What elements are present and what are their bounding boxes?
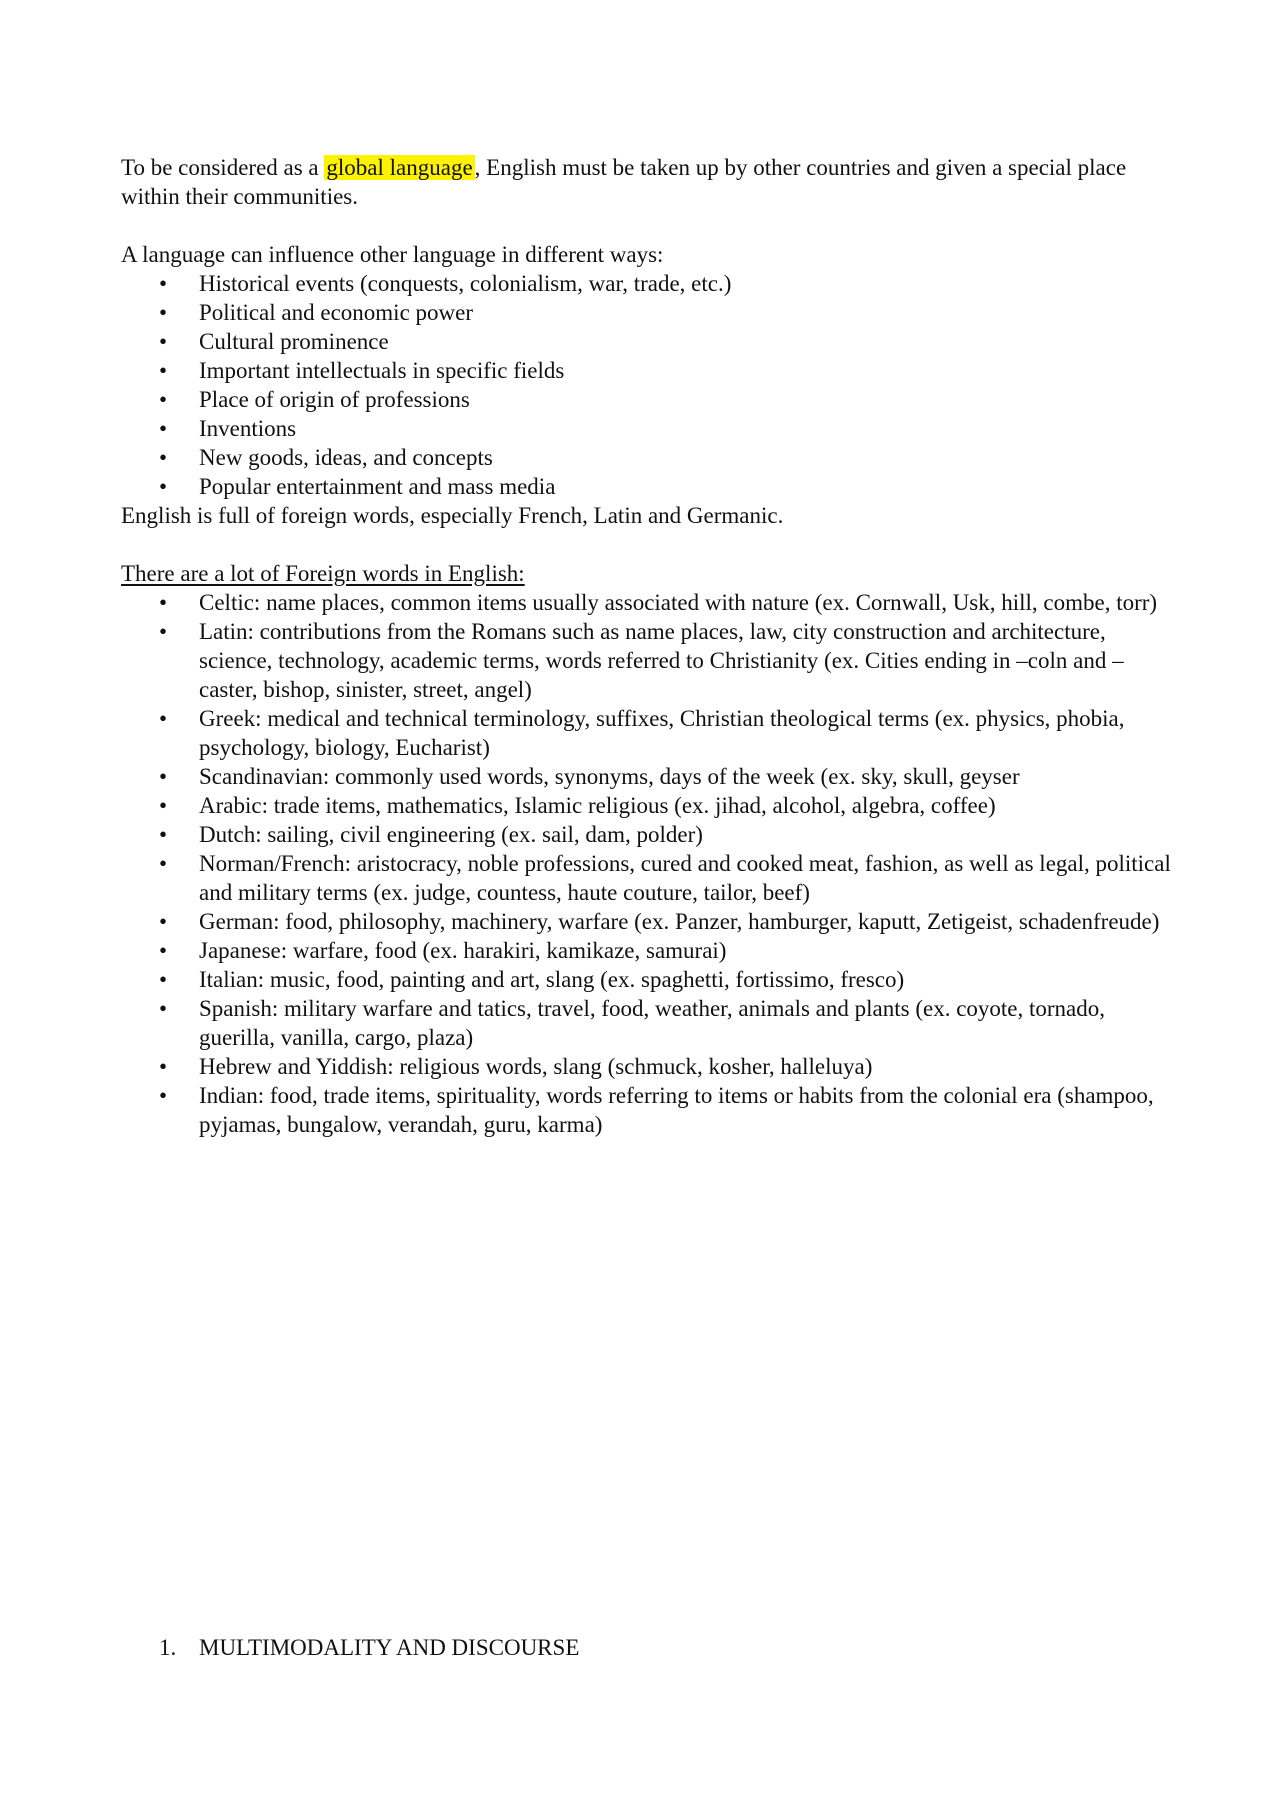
- list-item: [121, 356, 1171, 385]
- bullet-glyph: •: [159, 822, 168, 847]
- list-item-text: Spanish: military warfare and tatics, travel, food, weather, animals and plants (ex. coyote, tornado, guerilla, vanilla, cargo, plaza): [199, 996, 1106, 1050]
- list-item: [121, 849, 1171, 907]
- bullet-glyph: •: [159, 619, 168, 644]
- bullet-glyph: •: [159, 967, 168, 992]
- bullet-glyph: •: [159, 851, 168, 876]
- bullet-glyph: •: [159, 387, 168, 412]
- list-item-text: Greek: medical and technical terminology, suffixes, Christian theological terms (ex. physics, phobia, psychology, biology, Eucharist): [199, 706, 1125, 760]
- list-item: [121, 704, 1171, 762]
- bullet-glyph: •: [159, 706, 168, 731]
- bullet-glyph: •: [159, 358, 168, 383]
- list-item: [121, 269, 1171, 298]
- list-item: [121, 588, 1171, 617]
- list-item: [121, 385, 1171, 414]
- list-item-text: Popular entertainment and mass media: [199, 474, 556, 499]
- list-item: [121, 617, 1171, 704]
- bullet-glyph: •: [159, 445, 168, 470]
- foreign-words-list: [121, 588, 1171, 1139]
- influence-lead: A language can influence other language in different ways:: [121, 242, 664, 267]
- list-item-text: Place of origin of professions: [199, 387, 470, 412]
- bullet-glyph: •: [159, 271, 168, 296]
- foreign-heading: There are a lot of Foreign words in English:: [121, 561, 525, 586]
- list-item-text: Inventions: [199, 416, 297, 441]
- list-item: [121, 327, 1171, 356]
- list-item-text: Cultural prominence: [199, 329, 389, 354]
- bullet-glyph: •: [159, 996, 168, 1021]
- list-item: [121, 472, 1171, 501]
- list-item-text: Norman/French: aristocracy, noble professions, cured and cooked meat, fashion, as well as legal, political and military terms (ex. judge, countess, haute couture, tailor, beef): [199, 851, 1171, 905]
- list-item: [121, 414, 1171, 443]
- bullet-glyph: •: [159, 416, 168, 441]
- list-item-text: Historical events (conquests, colonialism, war, trade, etc.): [199, 271, 732, 296]
- bullet-glyph: •: [159, 1083, 168, 1108]
- list-item: [121, 820, 1171, 849]
- list-item: [121, 791, 1171, 820]
- list-item-text: Important intellectuals in specific fields: [199, 358, 565, 383]
- list-item: [121, 994, 1171, 1052]
- bullet-glyph: •: [159, 474, 168, 499]
- section-number: 1.: [159, 1635, 177, 1660]
- list-item: [121, 443, 1171, 472]
- list-item-text: Arabic: trade items, mathematics, Islamic religious (ex. jihad, alcohol, algebra, coffee): [199, 793, 996, 818]
- bullet-glyph: •: [159, 764, 168, 789]
- influence-list: [121, 269, 1171, 501]
- list-item: [121, 907, 1171, 936]
- intro-before: To be considered as a: [121, 155, 325, 180]
- intro-after: , English must be taken up by other countries and given a special place within their communities.: [121, 155, 1127, 209]
- list-item-text: Italian: music, food, painting and art, slang (ex. spaghetti, fortissimo, fresco): [199, 967, 905, 992]
- list-item: [121, 965, 1171, 994]
- list-item: [121, 1081, 1171, 1139]
- bullet-glyph: •: [159, 300, 168, 325]
- list-item: [121, 1052, 1171, 1081]
- list-item-text: Indian: food, trade items, spirituality, words referring to items or habits from the colonial era (shampoo, pyjamas, bungalow, verandah, guru, karma): [199, 1083, 1154, 1137]
- bullet-glyph: •: [159, 590, 168, 615]
- section-heading: [121, 1633, 1171, 1662]
- highlighted-term: global language: [326, 155, 473, 180]
- bullet-glyph: •: [159, 909, 168, 934]
- list-item-text: Latin: contributions from the Romans such as name places, law, city construction and architecture, science, technology, academic terms, words referred to Christianity (ex. Cities ending in –coln and –caster, bishop, sinister, street, angel): [199, 619, 1124, 702]
- foreign-summary: English is full of foreign words, especially French, Latin and Germanic.: [121, 503, 784, 528]
- bullet-glyph: •: [159, 793, 168, 818]
- list-item-text: Japanese: warfare, food (ex. harakiri, kamikaze, samurai): [199, 938, 727, 963]
- list-item: [121, 298, 1171, 327]
- section-title: MULTIMODALITY AND DISCOURSE: [199, 1635, 580, 1660]
- bullet-glyph: •: [159, 1054, 168, 1079]
- list-item-text: New goods, ideas, and concepts: [199, 445, 493, 470]
- document-body: [121, 153, 1171, 1139]
- list-item-text: German: food, philosophy, machinery, warfare (ex. Panzer, hamburger, kaputt, Zetigeist, schadenfreude): [199, 909, 1160, 934]
- list-item: [121, 762, 1171, 791]
- list-item-text: Dutch: sailing, civil engineering (ex. sail, dam, polder): [199, 822, 703, 847]
- list-item-text: Political and economic power: [199, 300, 474, 325]
- list-item: [121, 936, 1171, 965]
- bullet-glyph: •: [159, 329, 168, 354]
- intro-paragraph: [121, 153, 1171, 211]
- list-item-text: Scandinavian: commonly used words, synonyms, days of the week (ex. sky, skull, geyser: [199, 764, 1020, 789]
- bullet-glyph: •: [159, 938, 168, 963]
- list-item-text: Celtic: name places, common items usually associated with nature (ex. Cornwall, Usk, hill, combe, torr): [199, 590, 1158, 615]
- list-item-text: Hebrew and Yiddish: religious words, slang (schmuck, kosher, halleluya): [199, 1054, 873, 1079]
